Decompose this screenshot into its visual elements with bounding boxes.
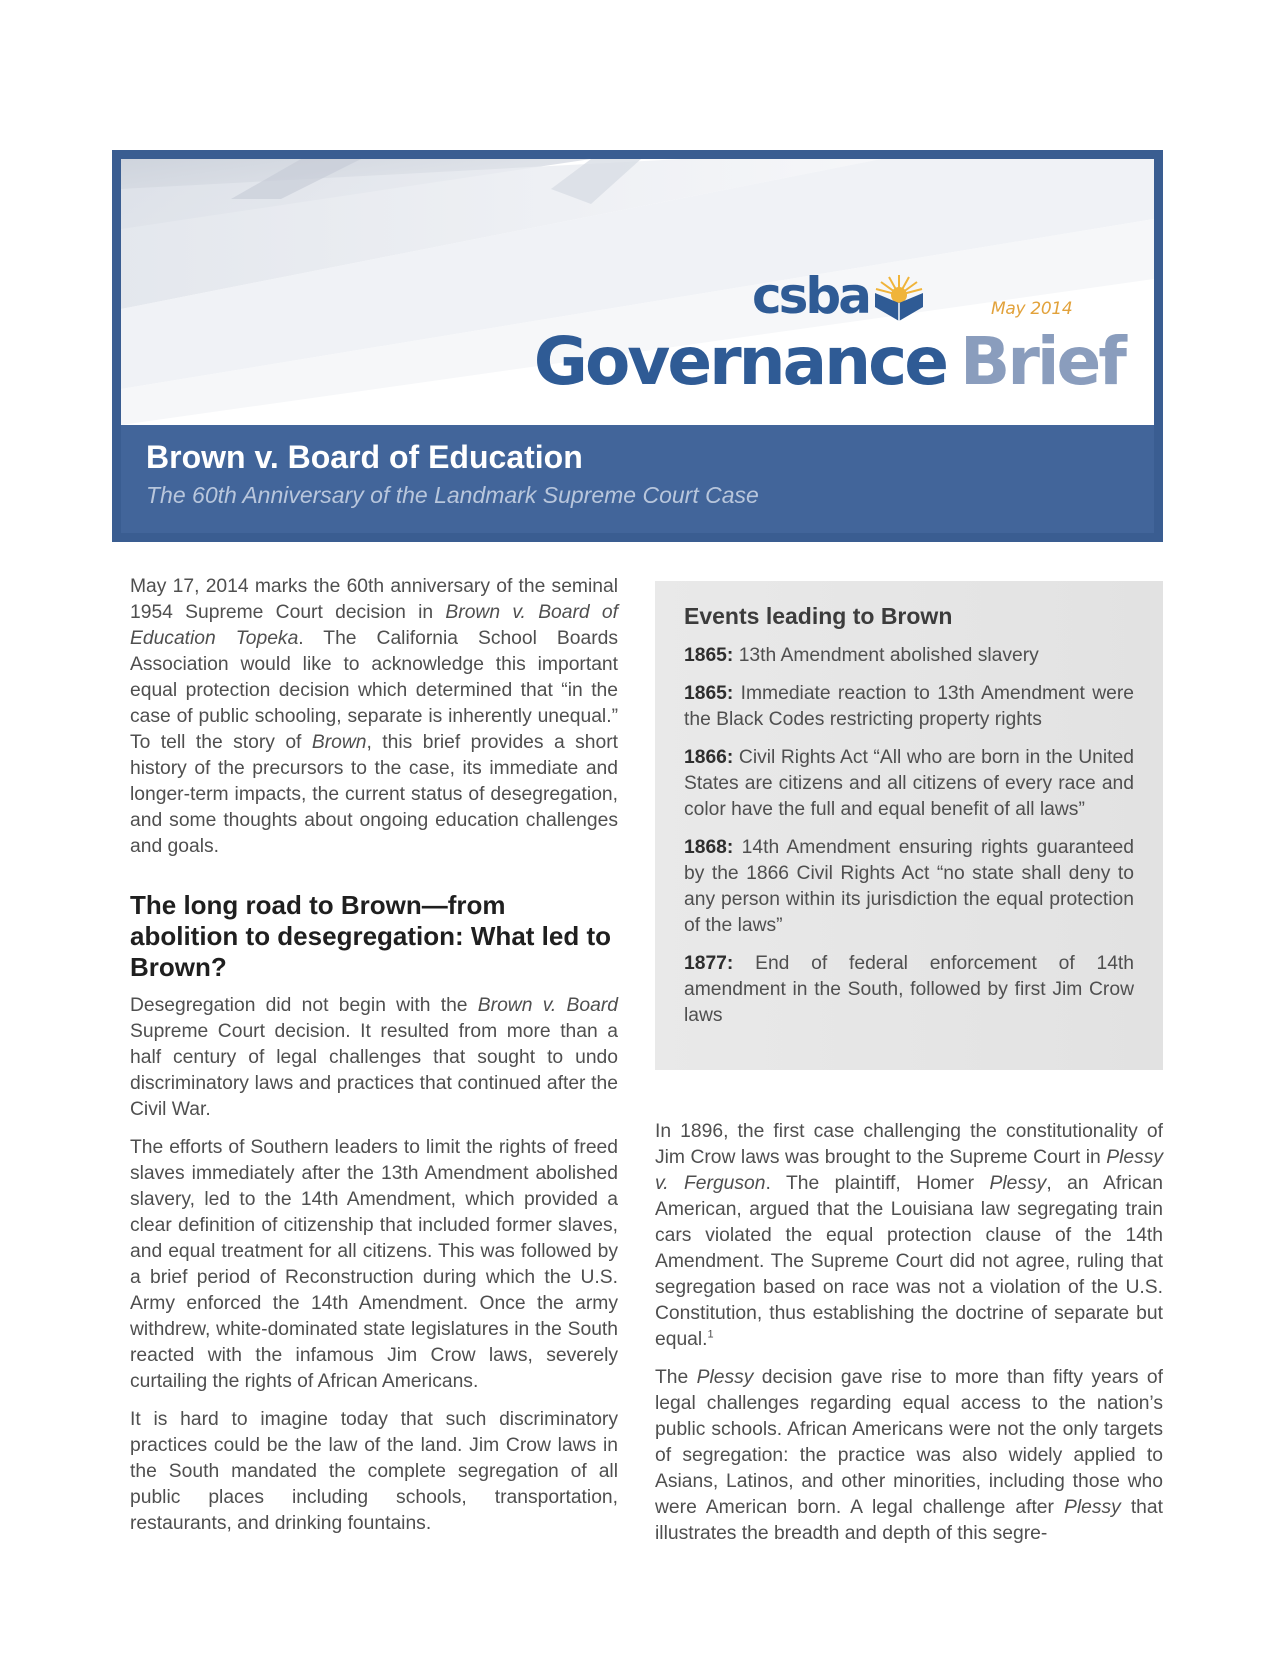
rp2-plessy: Plessy [696, 1367, 754, 1388]
body-paragraph [130, 993, 618, 1123]
section-heading: The long road to Brown—from abolition to desegregation: What led to Brown? [130, 890, 611, 982]
intro-case-name: Brown v. Board of Education Topeka [130, 602, 619, 649]
event-text: Civil Rights Act “All who are born in the United States are citizens and all citizens of every race and color have the full and equal benefit of all laws” [684, 747, 1134, 820]
publication-title [533, 323, 1124, 400]
rp2-text-a: The [655, 1367, 697, 1388]
event-item [684, 745, 1134, 823]
p1-text-b: Supreme Court decision. It resulted from more than a half century of legal challenges that sought to undo discriminatory laws and practices that continued after the Civil War. [130, 1021, 618, 1120]
sunrise-book-icon [871, 273, 927, 323]
intro-text-2: . The California School Boards Association would like to acknowledge this important equal protection decision which determined that “in the case of public schooling, separate is inherently unequal.” To tell the story of [130, 628, 619, 753]
event-item [684, 835, 1134, 939]
event-year: 1865: [684, 683, 734, 704]
event-text: Immediate reaction to 13th Amendment were the Black Codes restricting property rights [684, 683, 1134, 730]
rp1-text-c: , an African American, argued that the Louisiana law segregating train cars violated the equal protection clause of the 14th Amendment. The Supreme Court did not agree, ruling that segregation based on race was not a violation of the U.S. Constitution, thus establishing the doctrine of separate but equal. [655, 1173, 1163, 1350]
body-paragraph: It is hard to imagine today that such discriminatory practices could be the law of the land. Jim Crow laws in the South mandated the complete segregation of all public places including schools, transportation, restaurants, and drinking fountains. [130, 1409, 618, 1534]
rp2-plessy-2: Plessy [1063, 1497, 1121, 1518]
rp1-plaintiff-name: Plessy [989, 1173, 1047, 1194]
brand-primary: Governance [533, 323, 947, 400]
footnote-marker: 1 [707, 1328, 714, 1341]
event-year: 1877: [684, 953, 734, 974]
rp2-text-c: that illustrates the breadth and depth of this segre- [655, 1497, 1163, 1544]
right-column [655, 1119, 1163, 1559]
event-year: 1868: [684, 837, 734, 858]
body-paragraph: The efforts of Southern leaders to limit the rights of freed slaves immediately after the 13th Amendment abolished slavery, led to the 14th Amendment, which provided a clear definition of citizenship that included former slaves, and equal treatment for all citizens. This was followed by a brief period of Reconstruction during which the U.S. Army enforced the 14th Amendment. Once the army withdrew, white-dominated state legislatures in the South reacted with the infamous Jim Crow laws, severely curtailing the rights of African Americans. [130, 1137, 618, 1392]
rp1-case-name: Plessy v. Ferguson [655, 1147, 1163, 1194]
sidebar-title: Events leading to Brown [684, 603, 953, 629]
document-title: Brown v. Board of Education [146, 439, 583, 475]
body-paragraph [655, 1365, 1163, 1547]
issue-date: May 2014 [991, 299, 1073, 319]
brand-secondary: Brief [960, 323, 1124, 400]
event-text: 14th Amendment ensuring rights guaranteed by the 1866 Civil Rights Act “no state shall deny to any person within its jurisdiction the equal protection of the laws” [684, 837, 1135, 936]
csba-logo [752, 267, 927, 325]
event-text: 13th Amendment abolished slavery [738, 645, 1039, 666]
event-year: 1865: [684, 645, 734, 666]
event-item [684, 951, 1134, 1029]
event-text: End of federal enforcement of 14th amendment in the South, followed by first Jim Crow laws [684, 953, 1134, 1026]
p1-case-name: Brown v. Board [477, 995, 618, 1016]
masthead [112, 150, 1163, 542]
event-year: 1866: [684, 747, 734, 768]
body-paragraph [655, 1119, 1163, 1353]
title-band [121, 425, 1154, 533]
rp1-text-a: In 1896, the first case challenging the constitutionality of Jim Crow laws was brought to the Supreme Court in [655, 1121, 1163, 1168]
logo-wordmark: csba [752, 267, 869, 325]
intro-brown: Brown [311, 732, 367, 753]
p1-text-a: Desegregation did not begin with the [130, 995, 478, 1016]
rp1-text-b: . The plaintiff, Homer [765, 1173, 990, 1194]
event-item [684, 643, 1134, 669]
intro-text-3: , this brief provides a short history of the precursors to the case, its immediate and longer-term impacts, the current status of desegregation, and some thoughts about ongoing education challenges and goals. [130, 732, 618, 857]
document-subtitle: The 60th Anniversary of the Landmark Supreme Court Case [146, 482, 759, 508]
intro-paragraph [130, 574, 618, 860]
events-sidebar [655, 581, 1163, 1070]
intro-text-1: May 17, 2014 marks the 60th anniversary of the seminal 1954 Supreme Court decision in [130, 576, 618, 623]
banner [121, 159, 1154, 425]
event-item [684, 681, 1134, 733]
rp2-text-b: decision gave rise to more than fifty years of legal challenges regarding equal access to the nation’s public schools. African Americans were not the only targets of segregation: the practice was also widely applied to Asians, Latinos, and other minorities, including those who were American born. A legal challenge after [655, 1367, 1163, 1518]
left-column [130, 574, 618, 1549]
